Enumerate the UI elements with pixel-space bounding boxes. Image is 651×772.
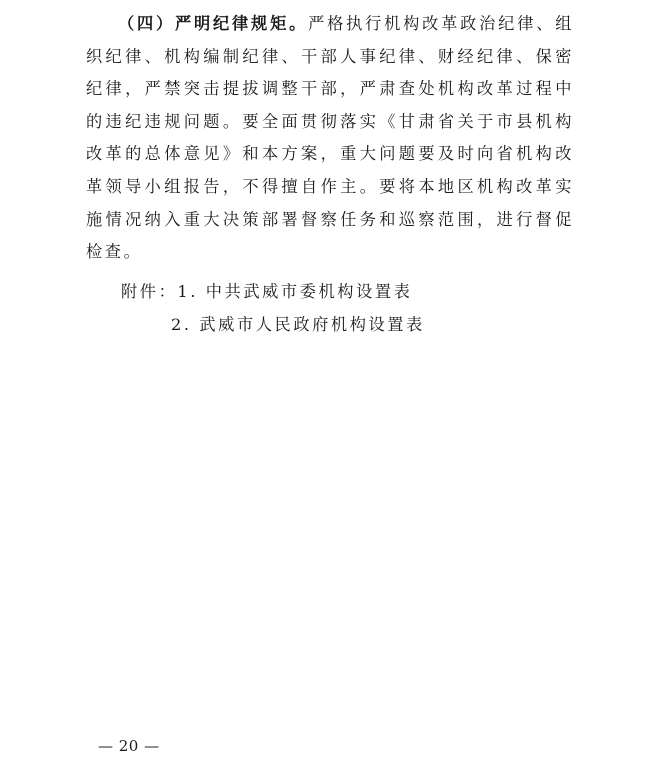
attachment-line-2 <box>171 311 425 335</box>
attachment-label: 附件： <box>121 282 178 301</box>
page-number: — 20 — <box>98 737 160 755</box>
section-heading: （四）严明纪律规矩。 <box>118 14 309 33</box>
section-body: 严格执行机构改革政治纪律、组织纪律、机构编制纪律、干部人事纪律、财经纪律、保密纪律，严禁突击提拔调整干部，严肃查处机构改革过程中的违纪违规问题。要全面贯彻落实《甘肃省关于市县机构改革的总体意见》和本方案，重大问题要及时向省机构改革领导小组报告，不得擅自作主。要将本地区机构改革实施情况纳入重大决策部署督察任务和巡察范围，进行督促检查。 <box>86 14 574 262</box>
attachment-item: 2. 武威市人民政府机构设置表 <box>171 315 425 334</box>
attachment-item: 1. 中共武威市委机构设置表 <box>177 282 413 301</box>
attachment-line-1 <box>121 278 412 302</box>
discipline-paragraph <box>86 8 574 269</box>
